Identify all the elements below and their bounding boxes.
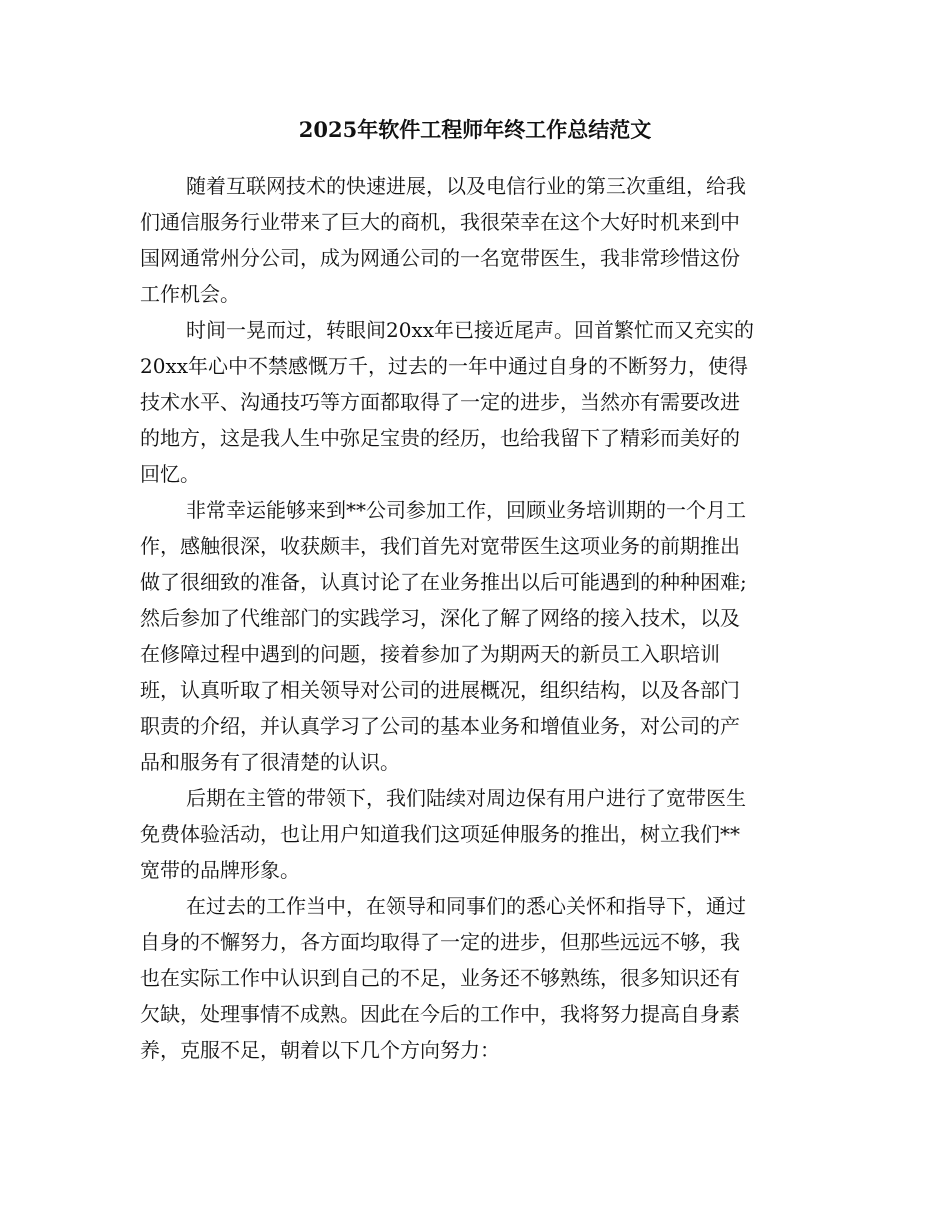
text-line: 职责的介绍，并认真学习了公司的基本业务和增值业务，对公司的产 bbox=[140, 714, 740, 738]
text-line: 在过去的工作当中，在领导和同事们的悉心关怀和指导下，通过 bbox=[186, 894, 746, 918]
text-line: 非常幸运能够来到**公司参加工作，回顾业务培训期的一个月工 bbox=[186, 498, 746, 522]
document-body bbox=[140, 168, 808, 1068]
text-line: 自身的不懈努力，各方面均取得了一定的进步，但那些远远不够，我 bbox=[140, 930, 740, 954]
text-line: 们通信服务行业带来了巨大的商机，我很荣幸在这个大好时机来到中 bbox=[140, 210, 740, 234]
text-line: 班，认真听取了相关领导对公司的进展概况，组织结构，以及各部门 bbox=[140, 678, 740, 702]
paragraph bbox=[140, 312, 808, 492]
text-line: 免费体验活动，也让用户知道我们这项延伸服务的推出，树立我们** bbox=[140, 822, 740, 846]
text-line: 也在实际工作中认识到自己的不足，业务还不够熟练，很多知识还有 bbox=[140, 966, 740, 990]
text-line: 国网通常州分公司，成为网通公司的一名宽带医生，我非常珍惜这份 bbox=[140, 246, 740, 270]
text-line: 养，克服不足，朝着以下几个方向努力： bbox=[140, 1038, 500, 1062]
text-line: 工作机会。 bbox=[140, 282, 240, 306]
text-line: 20xx年心中不禁感慨万千，过去的一年中通过自身的不断努力，使得 bbox=[140, 354, 749, 378]
text-line: 做了很细致的准备，认真讨论了在业务推出以后可能遇到的种种困难; bbox=[140, 570, 747, 594]
text-line: 宽带的品牌形象。 bbox=[140, 858, 300, 882]
text-line: 随着互联网技术的快速进展，以及电信行业的第三次重组，给我 bbox=[186, 174, 746, 198]
text-line: 时间一晃而过，转眼间20xx年已接近尾声。回首繁忙而又充实的 bbox=[186, 318, 755, 342]
text-line: 在修障过程中遇到的问题，接着参加了为期两天的新员工入职培训 bbox=[140, 642, 720, 666]
text-line: 品和服务有了很清楚的认识。 bbox=[140, 750, 400, 774]
text-line: 后期在主管的带领下，我们陆续对周边保有用户进行了宽带医生 bbox=[186, 786, 746, 810]
text-line: 的地方，这是我人生中弥足宝贵的经历，也给我留下了精彩而美好的 bbox=[140, 426, 740, 450]
paragraph bbox=[140, 780, 808, 888]
text-line: 作，感触很深，收获颇丰，我们首先对宽带医生这项业务的前期推出 bbox=[140, 534, 740, 558]
paragraph bbox=[140, 888, 808, 1068]
text-line: 回忆。 bbox=[140, 462, 200, 486]
paragraph bbox=[140, 168, 808, 312]
document-title: 2025年软件工程师年终工作总结范文 bbox=[298, 117, 652, 142]
text-line: 然后参加了代维部门的实践学习，深化了解了网络的接入技术，以及 bbox=[140, 606, 740, 630]
text-line: 技术水平、沟通技巧等方面都取得了一定的进步，当然亦有需要改进 bbox=[140, 390, 740, 414]
text-line: 欠缺，处理事情不成熟。因此在今后的工作中，我将努力提高自身素 bbox=[140, 1002, 740, 1026]
paragraph bbox=[140, 492, 808, 780]
